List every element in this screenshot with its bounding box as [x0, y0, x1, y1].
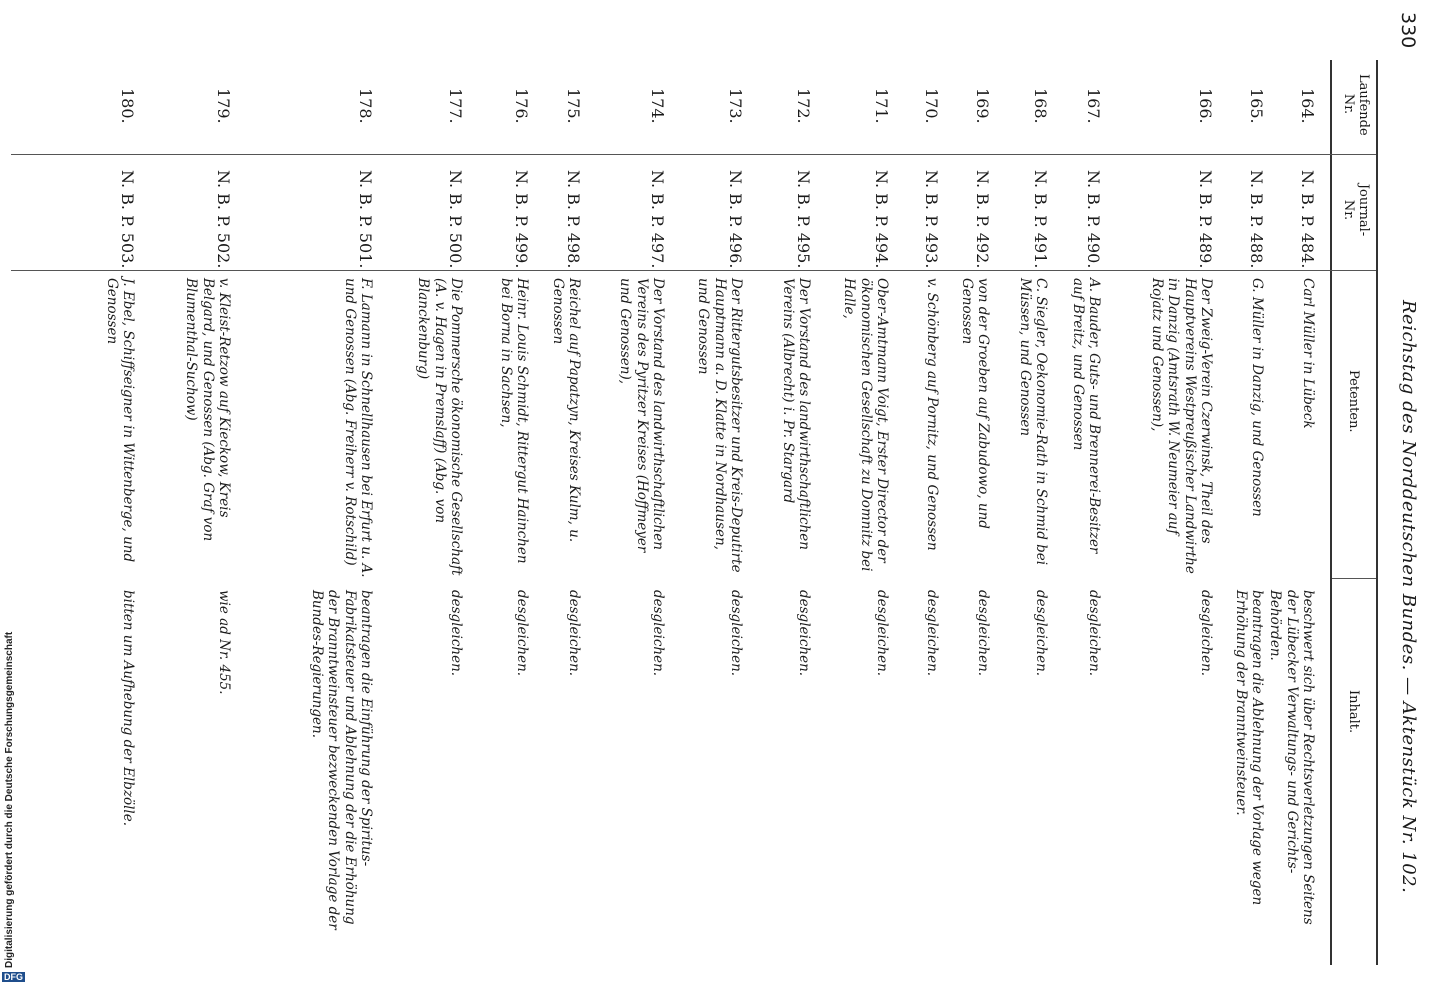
- inhalt: desgleichen.: [796, 590, 812, 677]
- inhalt: desgleichen.: [924, 590, 940, 677]
- journal-number: N. B. P. 496.: [726, 170, 745, 269]
- petent: von der Groeben auf Zabudowo, und Genossen: [958, 278, 991, 529]
- row-number: 171.: [872, 88, 891, 124]
- col-header-laufende: Laufende Nr.: [1341, 74, 1371, 136]
- inhalt: beantragen die Ablehnung der Vorlage wegen Erhöhung der Branntweinsteuer.: [1232, 590, 1265, 906]
- row-number: 166.: [1196, 88, 1215, 124]
- journal-number: N. B. P. 489.: [1196, 170, 1215, 269]
- petent: Reichel auf Papatzyn, Kreises Kulm, u. Genossen: [549, 278, 582, 543]
- row-number: 164.: [1298, 88, 1317, 124]
- page-number: 330: [1397, 12, 1419, 49]
- column-divider-3: [1332, 578, 1376, 579]
- petent: v. Schönberg auf Pornitz, und Genossen: [924, 278, 940, 551]
- col-header-petenten: Petenten.: [1346, 370, 1361, 433]
- journal-number: N. B. P. 499.: [512, 170, 531, 269]
- row-number: 174.: [648, 88, 667, 124]
- journal-number: N. B. P. 497.: [648, 170, 667, 269]
- petent: A. Bauder, Guts- und Brennerei-Besitzer auf Breitz, und Genossen: [1069, 278, 1102, 554]
- col-header-journal: Journal-Nr.: [1341, 183, 1371, 237]
- petent: v. Kleist-Retzow auf Kieckow, Kreis Belgard, und Genossen (Abg. Graf von Blumenthal-Suchow): [183, 278, 232, 542]
- journal-number: N. B. P. 502.: [214, 170, 233, 269]
- row-number: 180.: [118, 88, 137, 124]
- row-number: 177.: [446, 88, 465, 124]
- inhalt: desgleichen.: [1033, 590, 1049, 677]
- petent: Der Zweig-Verein Czerwinsk, Theil des Hauptvereins Westpreußischer Landwirthe in Danzig (Amtsrath W. Neumeier auf Rojatz und Genossen),: [1148, 278, 1214, 574]
- row-number: 178.: [356, 88, 375, 124]
- inhalt: desgleichen.: [975, 590, 991, 677]
- dfg-badge: DFG: [4, 972, 23, 982]
- credit-text: Digitalisierung gefördert durch die Deutsche Forschungsgemeinschaft: [4, 631, 15, 968]
- inhalt: desgleichen.: [514, 590, 530, 677]
- row-number: 176.: [512, 88, 531, 124]
- column-divider-1: [11, 154, 1376, 155]
- row-number: 167.: [1084, 88, 1103, 124]
- petent: Der Vorstand des landwirthschaftlichen Vereins (Albrecht) i. Pr. Stargard: [779, 278, 812, 550]
- row-number: 172.: [794, 88, 813, 124]
- journal-number: N. B. P. 498.: [564, 170, 583, 269]
- journal-number: N. B. P. 494.: [872, 170, 891, 269]
- inhalt: desgleichen.: [728, 590, 744, 677]
- inhalt: beschwert sich über Rechtsverletzungen Seitens der Lübecker Verwaltungs- und Gerichts-Behörden.: [1267, 590, 1316, 925]
- inhalt: bitten um Aufhebung der Elbzölle.: [120, 590, 136, 827]
- inhalt: desgleichen.: [1198, 590, 1214, 677]
- header-bottom-rule: [1331, 60, 1333, 965]
- inhalt: desgleichen.: [650, 590, 666, 677]
- column-divider-2: [11, 270, 1376, 271]
- journal-number: N. B. P. 488.: [1247, 170, 1266, 269]
- row-number: 165.: [1247, 88, 1266, 124]
- row-number: 175.: [564, 88, 583, 124]
- journal-number: N. B. P. 503.: [118, 170, 137, 269]
- petent: F. Lamann in Schnellhausen bei Erfurt u. A. und Genossen (Abg. Freiherr v. Rotschild): [341, 278, 374, 578]
- row-number: 169.: [973, 88, 992, 124]
- row-number: 179.: [214, 88, 233, 124]
- row-number: 173.: [726, 88, 745, 124]
- journal-number: N. B. P. 490.: [1084, 170, 1103, 269]
- petent: Ober-Amtmann Voigt, Erster Director der ökonomischen Gesellschaft zu Domnitz bei Halle,: [841, 278, 890, 572]
- journal-number: N. B. P. 495.: [794, 170, 813, 269]
- inhalt: wie ad Nr. 455.: [216, 590, 232, 695]
- petent: G. Müller in Danzig, und Genossen: [1249, 278, 1265, 517]
- row-number: 168.: [1031, 88, 1050, 124]
- petent: Carl Müller in Lübeck: [1300, 278, 1316, 429]
- petent: J. Ebel, Schiffseigner in Wittenberge, und Genossen: [103, 278, 136, 563]
- inhalt: desgleichen.: [1086, 590, 1102, 677]
- inhalt: desgleichen.: [566, 590, 582, 677]
- petent: Der Rittergutsbesitzer und Kreis-Deputirte Hauptmann a. D. Klatte in Nordhausen, und Genossen: [695, 278, 744, 573]
- row-number: 170.: [922, 88, 941, 124]
- inhalt: beantragen die Einführung der Spiritus-Fabrikatsteuer und Ablehnung der die Erhöhung der Branntweinsteuer bezweckenden Vorlage der Bundes-Regierungen.: [308, 590, 374, 930]
- journal-number: N. B. P. 501.: [356, 170, 375, 269]
- petent: Der Vorstand des landwirthschaftlichen Vereins des Pyritzer Kreises (Hoffmeyer und Genossen),: [617, 278, 666, 553]
- journal-number: N. B. P. 492.: [973, 170, 992, 269]
- header-top-rule: [1377, 60, 1379, 965]
- running-title: Reichstag des Norddeutschen Bundes. — Aktenstück Nr. 102.: [1398, 300, 1419, 894]
- petent: Die Pommersche ökonomische Gesellschaft (A. v. Hagen in Premslaff) (Abg. von Blanckenburg): [415, 278, 464, 576]
- petent: C. Siegler, Oekonomie-Rath in Schmid bei Müssen, und Genossen: [1016, 278, 1049, 566]
- digitization-credit: [4, 632, 15, 968]
- journal-number: N. B. P. 493.: [922, 170, 941, 269]
- journal-number: N. B. P. 484.: [1298, 170, 1317, 269]
- journal-number: N. B. P. 491.: [1031, 170, 1050, 269]
- inhalt: desgleichen.: [448, 590, 464, 677]
- journal-number: N. B. P. 500.: [446, 170, 465, 269]
- petent: Heinr. Louis Schmidt, Rittergut Hainchen bei Borna in Sachsen,: [497, 278, 530, 564]
- col-header-inhalt: Inhalt.: [1346, 690, 1361, 734]
- inhalt: desgleichen.: [874, 590, 890, 677]
